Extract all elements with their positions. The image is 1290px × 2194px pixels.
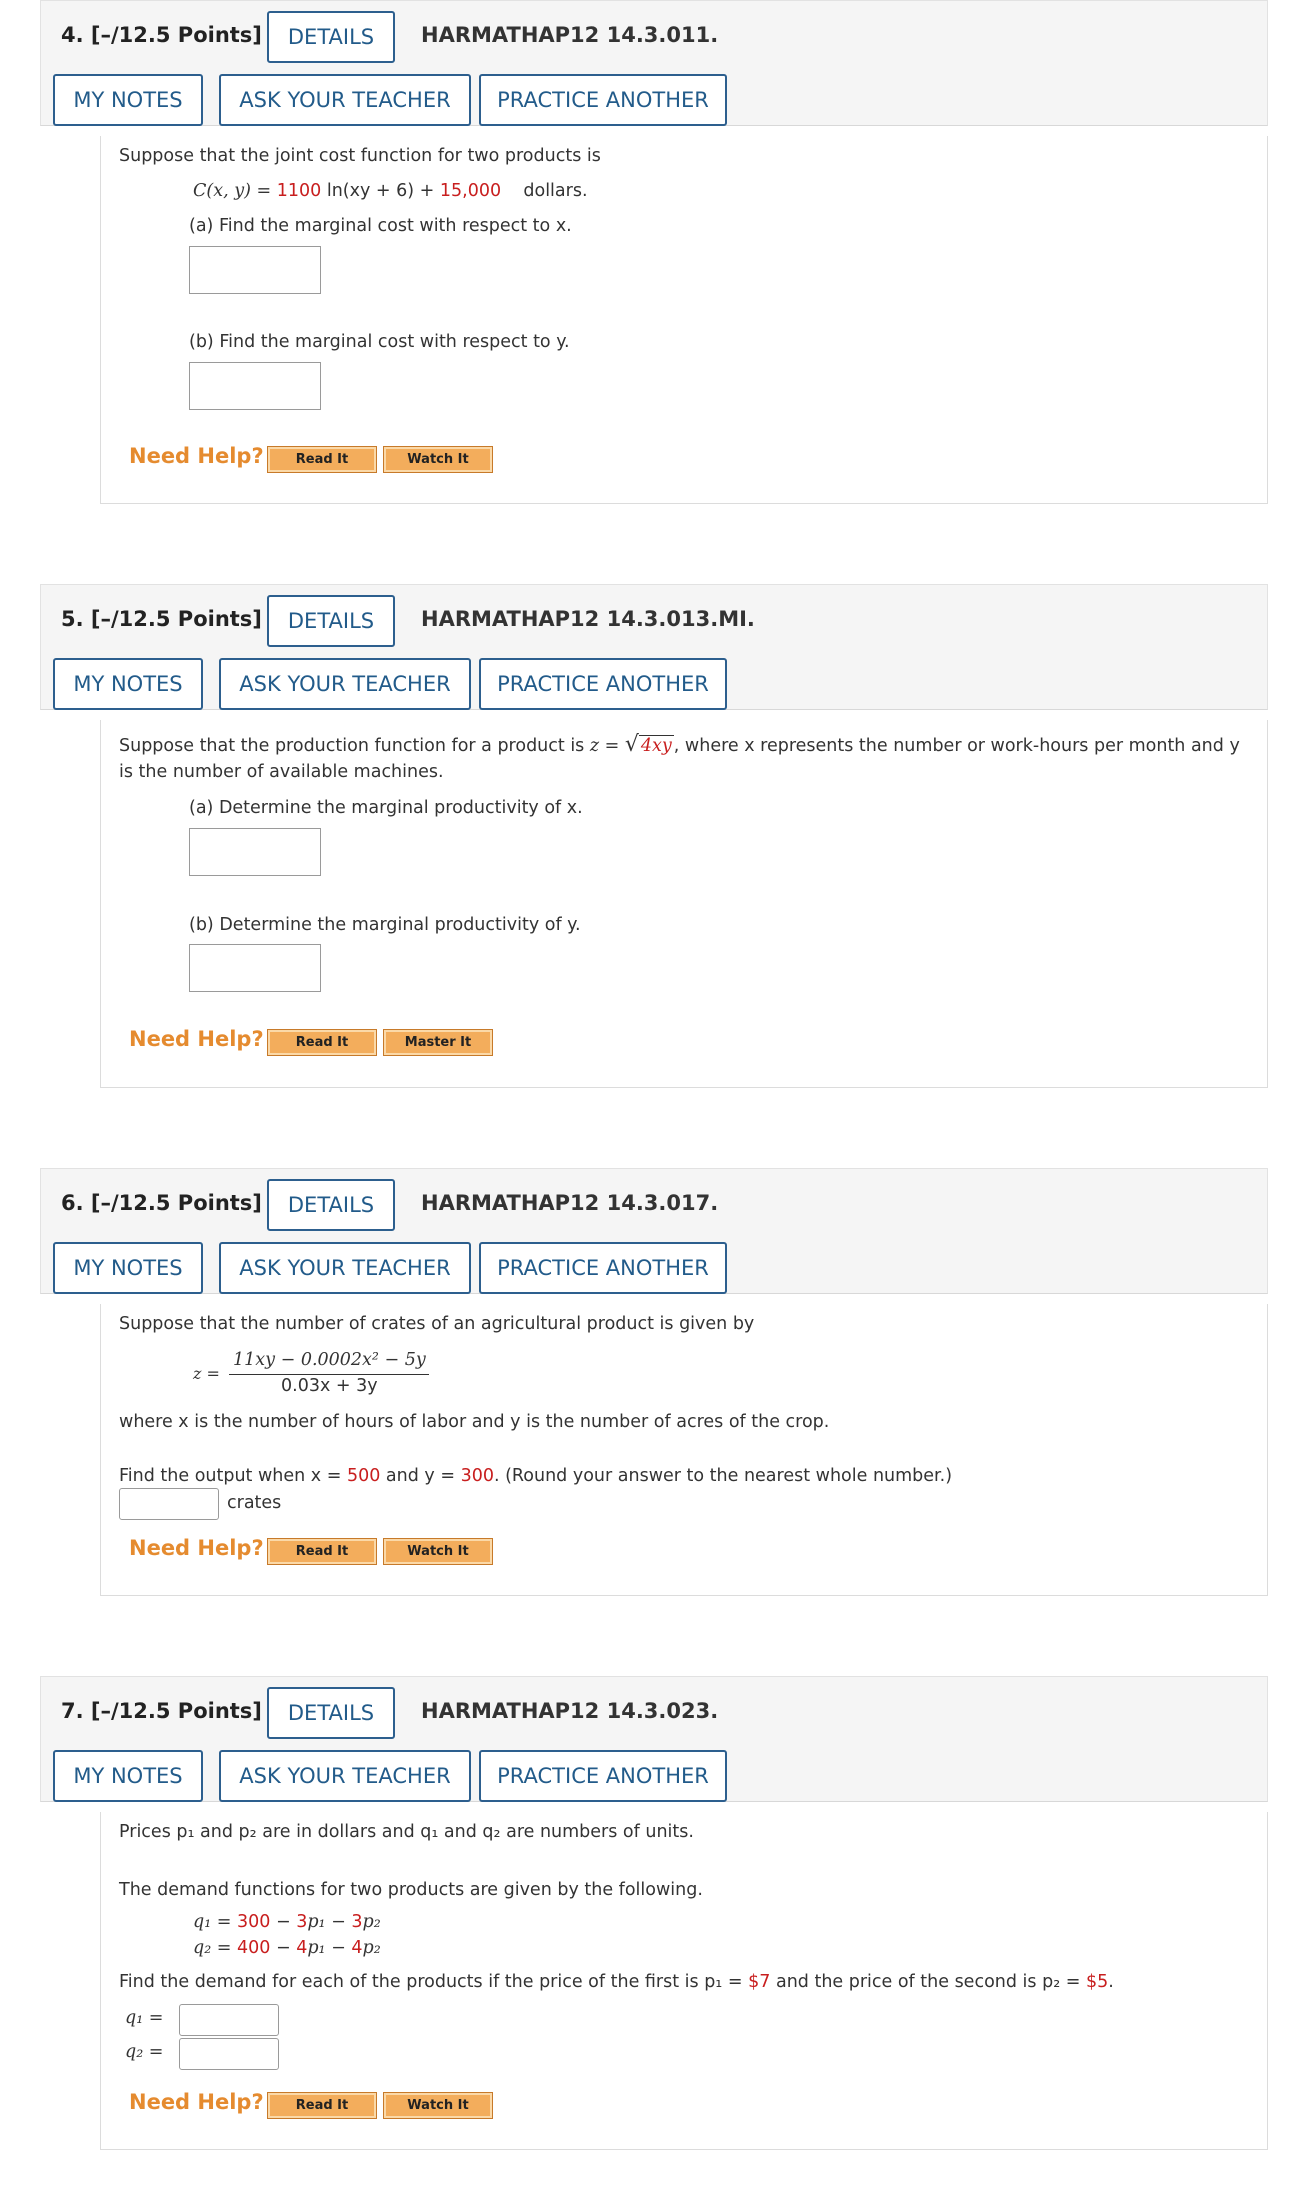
my-notes-button[interactable]: MY NOTES <box>53 1750 203 1802</box>
question-6-intro: Suppose that the number of crates of an agricultural product is given by <box>119 1314 755 1334</box>
question-5-code: HARMATHAP12 14.3.013.MI. <box>421 607 755 631</box>
answer-input-4a[interactable] <box>189 246 321 294</box>
question-5-intro-line-1: Suppose that the production function for a product is z = √ 4xy , where x represents the number or work-hours per month and y <box>119 732 1240 757</box>
answer-input-5a[interactable] <box>189 828 321 876</box>
need-help-label: Need Help? <box>129 1536 264 1560</box>
practice-another-button[interactable]: PRACTICE ANOTHER <box>479 1242 727 1294</box>
answer-input-q1[interactable] <box>179 2004 279 2036</box>
watch-it-button[interactable]: Watch It <box>383 1538 493 1565</box>
question-6-code: HARMATHAP12 14.3.017. <box>421 1191 719 1215</box>
details-button[interactable]: DETAILS <box>267 595 395 647</box>
my-notes-button[interactable]: MY NOTES <box>53 658 203 710</box>
master-it-button[interactable]: Master It <box>383 1029 493 1056</box>
sqrt-symbol: √ <box>624 732 639 757</box>
need-help-label: Need Help? <box>129 2090 264 2114</box>
details-button[interactable]: DETAILS <box>267 1687 395 1739</box>
question-4-code: HARMATHAP12 14.3.011. <box>421 23 719 47</box>
ask-teacher-button[interactable]: ASK YOUR TEACHER <box>219 74 471 126</box>
read-it-button[interactable]: Read It <box>267 1029 377 1056</box>
ask-teacher-button[interactable]: ASK YOUR TEACHER <box>219 1750 471 1802</box>
fraction-numerator: 11xy − 0.0002x² − 5y <box>233 1350 426 1370</box>
details-button[interactable]: DETAILS <box>267 1179 395 1231</box>
question-4-part-a: (a) Find the marginal cost with respect to x. <box>189 216 572 236</box>
question-7-body <box>100 1812 1268 2150</box>
question-7-intro: Prices p₁ and p₂ are in dollars and q₁ and q₂ are numbers of units. <box>119 1822 694 1842</box>
question-7-code: HARMATHAP12 14.3.023. <box>421 1699 719 1723</box>
unit-label: crates <box>227 1493 282 1513</box>
answer-label-q1: q₁ = <box>125 2008 164 2028</box>
read-it-button[interactable]: Read It <box>267 2092 377 2119</box>
answer-input-4b[interactable] <box>189 362 321 410</box>
question-4-intro: Suppose that the joint cost function for two products is <box>119 146 601 166</box>
question-6-body <box>100 1304 1268 1596</box>
question-7-header <box>40 1676 1268 1802</box>
question-5-header <box>40 584 1268 710</box>
demand-equation-q2: q₂ = 400 − 4p₁ − 4p₂ <box>193 1938 381 1958</box>
ask-teacher-button[interactable]: ASK YOUR TEACHER <box>219 658 471 710</box>
question-5-intro-line-2: is the number of available machines. <box>119 762 444 782</box>
practice-another-button[interactable]: PRACTICE ANOTHER <box>479 74 727 126</box>
question-5-body <box>100 720 1268 1088</box>
need-help-label: Need Help? <box>129 444 264 468</box>
practice-another-button[interactable]: PRACTICE ANOTHER <box>479 658 727 710</box>
question-6-where: where x is the number of hours of labor and y is the number of acres of the crop. <box>119 1412 830 1432</box>
my-notes-button[interactable]: MY NOTES <box>53 1242 203 1294</box>
question-7-demand-intro: The demand functions for two products are given by the following. <box>119 1880 703 1900</box>
read-it-button[interactable]: Read It <box>267 1538 377 1565</box>
need-help-label: Need Help? <box>129 1027 264 1051</box>
question-6-find: Find the output when x = 500 and y = 300. (Round your answer to the nearest whole number.) <box>119 1466 953 1486</box>
question-7-find: Find the demand for each of the products if the price of the first is p₁ = $7 and the price of the second is p₂ = $5. <box>119 1972 1114 1992</box>
question-4-header <box>40 0 1268 126</box>
question-6-points: 6. [–/12.5 Points] <box>61 1191 262 1215</box>
demand-equation-q1: q₁ = 300 − 3p₁ − 3p₂ <box>193 1912 381 1932</box>
question-4-part-b: (b) Find the marginal cost with respect to y. <box>189 332 570 352</box>
fraction-denominator: 0.03x + 3y <box>281 1376 378 1396</box>
question-6-header <box>40 1168 1268 1294</box>
details-button[interactable]: DETAILS <box>267 11 395 63</box>
question-7-points: 7. [–/12.5 Points] <box>61 1699 262 1723</box>
question-5-part-b: (b) Determine the marginal productivity of y. <box>189 915 581 935</box>
watch-it-button[interactable]: Watch It <box>383 446 493 473</box>
ask-teacher-button[interactable]: ASK YOUR TEACHER <box>219 1242 471 1294</box>
z-label: z = <box>193 1364 220 1383</box>
watch-it-button[interactable]: Watch It <box>383 2092 493 2119</box>
fraction-bar <box>229 1374 429 1375</box>
answer-label-q2: q₂ = <box>125 2042 164 2062</box>
answer-input-q2[interactable] <box>179 2038 279 2070</box>
question-4-body <box>100 136 1268 504</box>
question-4-points: 4. [–/12.5 Points] <box>61 23 262 47</box>
my-notes-button[interactable]: MY NOTES <box>53 74 203 126</box>
read-it-button[interactable]: Read It <box>267 446 377 473</box>
answer-input-5b[interactable] <box>189 944 321 992</box>
question-5-part-a: (a) Determine the marginal productivity of x. <box>189 798 583 818</box>
question-4-equation: C(x, y) = 1100 ln(xy + 6) + 15,000 dollars. <box>193 181 588 201</box>
answer-input-6[interactable] <box>119 1488 219 1520</box>
question-5-points: 5. [–/12.5 Points] <box>61 607 262 631</box>
radicand: 4xy <box>640 736 672 756</box>
practice-another-button[interactable]: PRACTICE ANOTHER <box>479 1750 727 1802</box>
